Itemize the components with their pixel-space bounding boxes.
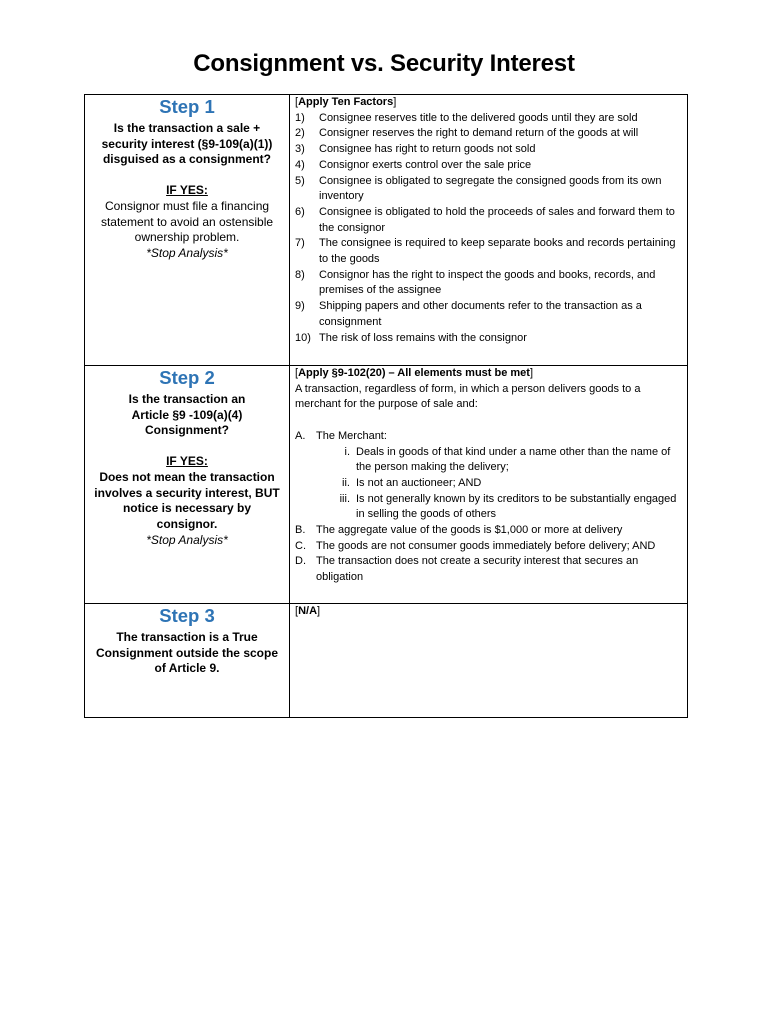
step-2-intro: A transaction, regardless of form, in which a person delivers goods to a merchant for the purpose of sale and: [295,382,641,411]
factor-item: 9) Shipping papers and other documents refer to the transaction as a consignment [295,300,642,328]
step-2-elements-header: [Apply §9-102(20) – All elements must be met] [295,367,534,379]
factor-item: 3) Consignee has right to return goods not sold [295,143,536,156]
step-1-result-line: Consignor must file a financing [104,198,270,213]
sub-element-item: ii. Is not an auctioneer; AND [342,476,482,489]
page-title: Consignment vs. Security Interest [193,50,575,77]
element-item: B. The aggregate value of the goods is $1,000 or more at delivery [295,524,623,537]
sub-element-item: i. Deals in goods of that kind under a name other than the name of the person making the delivery; [344,445,671,474]
step-2-heading: Step 2 [159,367,215,388]
step-1-question-line: disguised as a consignment? [102,152,272,167]
factor-item: 6) Consignee is obligated to hold the proceeds of sales and forward them to the consignor [295,205,675,234]
step-1-question-line: security interest (§9-109(a)(1)) [101,136,273,151]
step-2-result-line: notice is necessary by consignor. [122,501,252,531]
factor-item: 4) Consignor exerts control over the sale price [295,158,532,171]
factor-item: 1) Consignee reserves title to the delivered goods until they are sold [295,111,638,124]
step-2-question-line: Is the transaction an [128,392,246,406]
step-3-heading: Step 3 [159,605,215,626]
step-1-heading: Step 1 [159,96,215,117]
step-1-stop-analysis: *Stop Analysis* [146,245,228,260]
step-2-if-yes: IF YES: [166,454,208,469]
factor-item: 10) The risk of loss remains with the consignor [295,331,527,344]
step-2-stop-analysis: *Stop Analysis* [146,532,228,547]
step-3-header: [N/A] [295,605,321,617]
factor-item: 5) Consignee is obligated to segregate the consigned goods from its own inventory [295,174,662,203]
step-1-right-cell [290,95,688,366]
sub-element-item: iii. Is not generally known by its creditors to be substantially engaged in selling the goods of others [339,492,677,521]
step-2-left-cell [85,366,290,604]
step-2-result-line: Does not mean the transaction [99,469,275,484]
step-3-row [85,604,688,718]
step-1-row [85,95,688,366]
step-2-question-line: Consignment? [145,423,229,438]
step-1-question-line: Is the transaction a sale + [113,121,261,135]
factor-item: 2) Consigner reserves the right to demand return of the goods at will [295,127,639,140]
ten-factors-list [295,111,681,347]
step-3-conclusion-line: Consignment outside the scope [95,645,278,660]
step-3-right-cell [290,604,688,718]
element-item: A. The Merchant: [295,429,387,442]
step-1-factors-header: [Apply Ten Factors] [295,96,397,108]
factor-item: 7) The consignee is required to keep separate books and records pertaining to the goods [295,237,676,266]
step-3-conclusion-line: of Article 9. [154,661,220,676]
step-1-result-line: statement to avoid an ostensible [100,214,274,229]
element-item: D. The transaction does not create a security interest that secures an obligation [295,555,639,584]
step-3-conclusion-line: The transaction is a True [116,630,258,644]
step-1-left-cell [85,95,290,366]
step-1-result-line: ownership problem. [134,230,240,245]
step-1-if-yes: IF YES: [166,183,208,198]
step-3-left-cell [85,604,290,718]
step-2-right-cell [290,366,688,604]
element-item: C. The goods are not consumer goods immediately before delivery; AND [295,539,656,552]
factor-item: 8) Consignor has the right to inspect the goods and books, records, and premises of the assignee [295,268,656,297]
step-2-question-line: Article §9 -109(a)(4) [131,407,243,422]
step-2-row [85,366,688,604]
analysis-table [84,94,688,718]
step-2-result-line: involves a security interest, BUT [94,485,280,500]
